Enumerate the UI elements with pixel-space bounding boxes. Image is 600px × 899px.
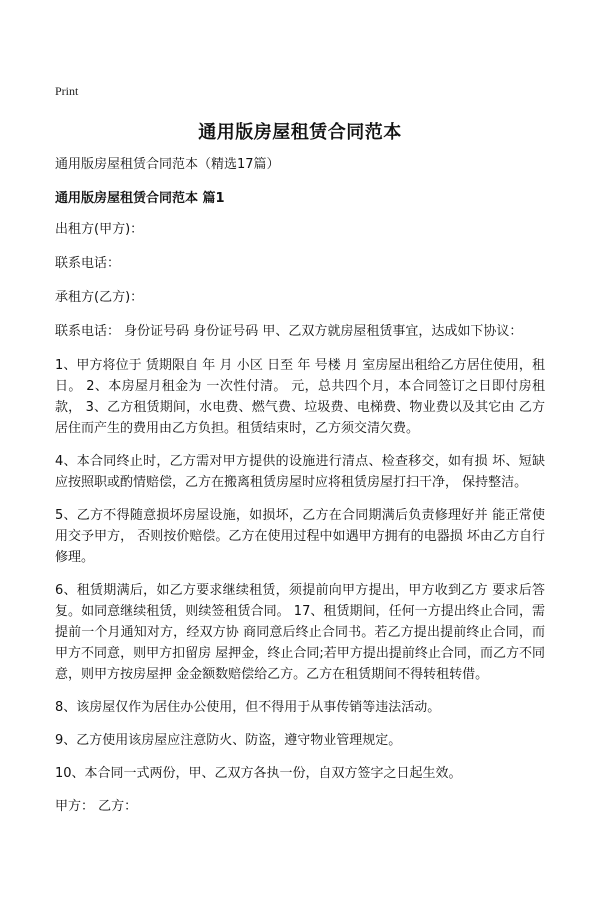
page-title: 通用版房屋租赁合同范本 [198,122,402,143]
clause-paragraph: 6、租赁期满后，如乙方要求继续租赁，须提前向甲方提出，甲方收到乙方 要求后答复。如同意继续租赁，则续签租赁合同。 17、租赁期间，任何一方提出终止合同，需提前一个月通知对方，经双方协 商同意后终止合同书。若乙方提出提前终止合同，而甲方不同意，则甲方扣留房 屋押金，终止合同;若甲方提出提前终止合同，而乙方不同意，则甲方按房屋押 金金额数赔偿给乙方。乙方在租赁期间不得转租转借。 [55,583,545,682]
document-subtitle: 通用版房屋租赁合同范本（精选17篇） [55,157,280,172]
lessee-phone-field: 联系电话： 身份证号码 身份证号码 甲、乙双方就房屋租赁事宜，达成如下协议： [55,324,523,339]
signature-line: 甲方： 乙方： [55,799,138,814]
clause-paragraph: 9、乙方使用该房屋应注意防火、防盗，遵守物业管理规定。 [55,733,402,748]
lessee-field: 承租方(乙方)： [55,290,144,305]
document-body [55,154,545,830]
clause-paragraph: 10、本合同一式两份，甲、乙双方各执一份，自双方签字之日起生效。 [55,766,462,781]
clause-paragraph: 1、甲方将位于 赁期限自 年 月 小区 日至 年 号楼 月 室房屋出租给乙方居住使用，租 日。 2、本房屋月租金为 一次性付清。 元，总共四个月，本合同签订之日即付房租款， 3、乙方租赁期间，水电费、燃气费、垃圾费、电梯费、物业费以及其它由 乙方居住而产生的费用由乙方负担。租赁结束时，乙方须交清欠费。 [55,358,545,436]
clause-paragraph: 8、该房屋仅作为居住办公使用，但不得用于从事传销等违法活动。 [55,700,441,715]
lessor-phone-field: 联系电话： [55,256,121,271]
lessor-field: 出租方(甲方)： [55,222,144,237]
section-title: 通用版房屋租赁合同范本 篇1 [55,191,225,206]
print-link[interactable]: Print [55,84,79,98]
clause-paragraph: 4、本合同终止时，乙方需对甲方提供的设施进行清点、检查移交，如有损 坏、短缺应按照职或酌情赔偿，乙方在搬离租赁房屋时应将租赁房屋打扫干净， 保持整洁。 [55,454,545,490]
clause-paragraph: 5、乙方不得随意损坏房屋设施，如损坏，乙方在合同期满后负责修理好并 能正常使用交予甲方， 否则按价赔偿。乙方在使用过程中如遇甲方拥有的电器损 坏由乙方自行修理。 [55,508,545,565]
